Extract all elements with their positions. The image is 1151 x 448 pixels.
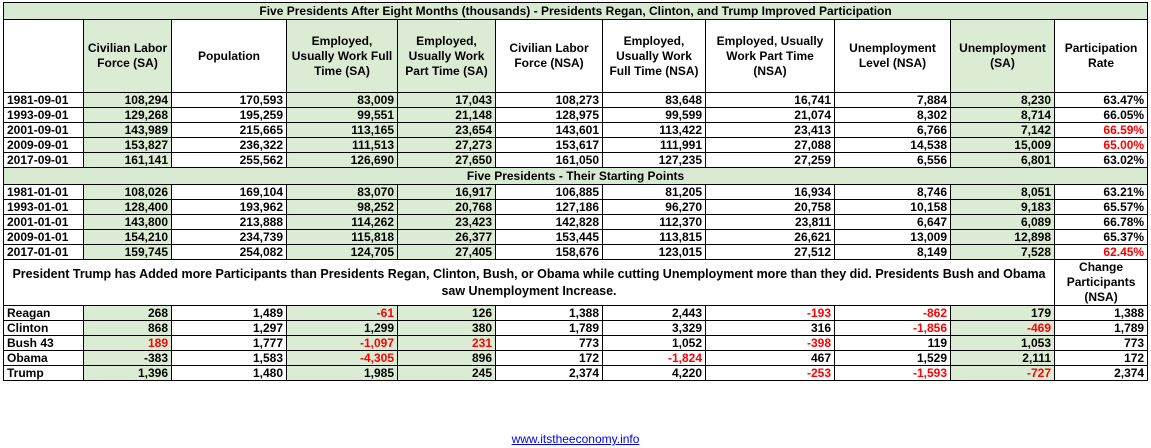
table-cell: 83,648 <box>603 93 706 108</box>
table-row <box>4 336 1148 351</box>
header-change-participants: Change Participants (NSA) <box>1055 260 1148 306</box>
table-cell: 96,270 <box>603 200 706 215</box>
table-cell: -1,824 <box>603 351 706 366</box>
table-cell: 20,768 <box>398 200 496 215</box>
presidents-table <box>3 2 1148 381</box>
table-cell: 868 <box>84 321 172 336</box>
table-cell: 108,026 <box>84 185 172 200</box>
table-cell: 126 <box>398 306 496 321</box>
table-cell: 119 <box>835 336 951 351</box>
table-row <box>4 321 1148 336</box>
table-cell: 1,052 <box>603 336 706 351</box>
table-cell: 81,205 <box>603 185 706 200</box>
table-cell: 7,528 <box>951 245 1055 260</box>
table-cell: 63.47% <box>1055 93 1148 108</box>
table-cell: 65.37% <box>1055 230 1148 245</box>
table-cell: 467 <box>706 351 835 366</box>
table-cell: -253 <box>706 366 835 381</box>
footer-link[interactable]: www.itstheeconomy.info <box>511 432 640 446</box>
table-row <box>4 366 1148 381</box>
table-cell: 63.21% <box>1055 185 1148 200</box>
header-row <box>4 20 1148 93</box>
table-cell: 236,322 <box>172 138 287 153</box>
row-label: 1993-09-01 <box>4 108 84 123</box>
table-cell: 23,413 <box>706 123 835 138</box>
table-cell: 1,388 <box>496 306 603 321</box>
table-cell: 154,210 <box>84 230 172 245</box>
table-cell: -469 <box>951 321 1055 336</box>
table-cell: 1,529 <box>835 351 951 366</box>
table-cell: 27,405 <box>398 245 496 260</box>
table-cell: 143,800 <box>84 215 172 230</box>
table-cell: 66.78% <box>1055 215 1148 230</box>
table-cell: 169,104 <box>172 185 287 200</box>
table-cell: 4,220 <box>603 366 706 381</box>
table-cell: 1,297 <box>172 321 287 336</box>
table-cell: 6,089 <box>951 215 1055 230</box>
table-cell: 83,070 <box>287 185 398 200</box>
table-row <box>4 123 1148 138</box>
header-participation-rate: Participation Rate <box>1055 20 1148 93</box>
table-cell: 6,766 <box>835 123 951 138</box>
table-cell: 161,141 <box>84 153 172 168</box>
table-cell: 21,148 <box>398 108 496 123</box>
table-cell: 153,445 <box>496 230 603 245</box>
table-cell: 213,888 <box>172 215 287 230</box>
table-row <box>4 215 1148 230</box>
table-cell: 153,617 <box>496 138 603 153</box>
table-cell: 6,556 <box>835 153 951 168</box>
table-cell: 63.02% <box>1055 153 1148 168</box>
row-label: 2017-01-01 <box>4 245 84 260</box>
table-cell: 1,053 <box>951 336 1055 351</box>
table-cell: 172 <box>1055 351 1148 366</box>
table-cell: -193 <box>706 306 835 321</box>
table-cell: 1,777 <box>172 336 287 351</box>
table-row <box>4 230 1148 245</box>
table-cell: 9,183 <box>951 200 1055 215</box>
table-cell: 17,043 <box>398 93 496 108</box>
table-cell: 179 <box>951 306 1055 321</box>
table-cell: 99,599 <box>603 108 706 123</box>
table-cell: 215,665 <box>172 123 287 138</box>
table-cell: 21,074 <box>706 108 835 123</box>
table-cell: -61 <box>287 306 398 321</box>
table-cell: 23,811 <box>706 215 835 230</box>
table-cell: 113,422 <box>603 123 706 138</box>
table-cell: 1,985 <box>287 366 398 381</box>
table-cell: 83,009 <box>287 93 398 108</box>
table-cell: 66.05% <box>1055 108 1148 123</box>
table-cell: 115,818 <box>287 230 398 245</box>
table-cell: 1,489 <box>172 306 287 321</box>
table-cell: 7,142 <box>951 123 1055 138</box>
table-cell: 127,235 <box>603 153 706 168</box>
table-cell: 3,329 <box>603 321 706 336</box>
table-cell: 255,562 <box>172 153 287 168</box>
table-cell: 66.59% <box>1055 123 1148 138</box>
row-label: Trump <box>4 366 84 381</box>
table-row <box>4 138 1148 153</box>
header-population: Population <box>172 20 287 93</box>
header-full-time-sa: Employed, Usually Work Full Time (SA) <box>287 20 398 93</box>
table-cell: 14,538 <box>835 138 951 153</box>
table-cell: 8,302 <box>835 108 951 123</box>
table-cell: 127,186 <box>496 200 603 215</box>
table-cell: 15,009 <box>951 138 1055 153</box>
table-cell: 2,374 <box>1055 366 1148 381</box>
table-cell: 773 <box>496 336 603 351</box>
table-cell: 159,745 <box>84 245 172 260</box>
table-cell: 16,741 <box>706 93 835 108</box>
table-cell: 128,400 <box>84 200 172 215</box>
table-cell: 108,294 <box>84 93 172 108</box>
table-cell: 1,583 <box>172 351 287 366</box>
table-cell: 8,230 <box>951 93 1055 108</box>
table-cell: 113,815 <box>603 230 706 245</box>
table-cell: 65.57% <box>1055 200 1148 215</box>
table-cell: 172 <box>496 351 603 366</box>
table-cell: 16,917 <box>398 185 496 200</box>
summary-note: President Trump has Added more Participants than Presidents Regan, Clinton, Bush, or Obama while cutting Unemployment more than they did. Presidents Bush and Obama saw Unemployment Increase. <box>4 260 1055 306</box>
table-cell: 12,898 <box>951 230 1055 245</box>
table-cell: 128,975 <box>496 108 603 123</box>
table-cell: 27,088 <box>706 138 835 153</box>
table-cell: -1,593 <box>835 366 951 381</box>
row-label: Obama <box>4 351 84 366</box>
header-unemployment-level-nsa: Unemployment Level (NSA) <box>835 20 951 93</box>
table-row <box>4 200 1148 215</box>
table-cell: 62.45% <box>1055 245 1148 260</box>
section-subtitle: Five Presidents - Their Starting Points <box>4 168 1148 185</box>
table-row <box>4 108 1148 123</box>
header-blank <box>4 20 84 93</box>
header-part-time-nsa: Employed, Usually Work Part Time (NSA) <box>706 20 835 93</box>
header-part-time-sa: Employed, Usually Work Part Time (SA) <box>398 20 496 93</box>
row-label: 2001-01-01 <box>4 215 84 230</box>
table-cell: 1,299 <box>287 321 398 336</box>
table-cell: 231 <box>398 336 496 351</box>
table-cell: 245 <box>398 366 496 381</box>
table-cell: 316 <box>706 321 835 336</box>
table-cell: -1,097 <box>287 336 398 351</box>
table-cell: 6,801 <box>951 153 1055 168</box>
row-label: 2017-09-01 <box>4 153 84 168</box>
table-cell: 193,962 <box>172 200 287 215</box>
row-label: Reagan <box>4 306 84 321</box>
table-cell: 143,989 <box>84 123 172 138</box>
table-cell: 254,082 <box>172 245 287 260</box>
footer <box>0 430 1151 448</box>
header-clf-nsa: Civilian Labor Force (NSA) <box>496 20 603 93</box>
table-cell: 27,512 <box>706 245 835 260</box>
table-cell: 161,050 <box>496 153 603 168</box>
table-cell: 1,789 <box>496 321 603 336</box>
row-label: Bush 43 <box>4 336 84 351</box>
table-cell: -398 <box>706 336 835 351</box>
table-cell: 195,259 <box>172 108 287 123</box>
table-cell: 23,654 <box>398 123 496 138</box>
table-cell: 1,396 <box>84 366 172 381</box>
table-cell: 234,739 <box>172 230 287 245</box>
table-cell: 8,746 <box>835 185 951 200</box>
data-table-container <box>3 2 1147 381</box>
table-cell: 27,650 <box>398 153 496 168</box>
table-cell: 189 <box>84 336 172 351</box>
table-cell: 27,273 <box>398 138 496 153</box>
table-cell: 108,273 <box>496 93 603 108</box>
table-cell: -383 <box>84 351 172 366</box>
table-cell: -727 <box>951 366 1055 381</box>
table-cell: 27,259 <box>706 153 835 168</box>
table-cell: 123,015 <box>603 245 706 260</box>
table-cell: 2,111 <box>951 351 1055 366</box>
table-cell: 126,690 <box>287 153 398 168</box>
table-cell: 26,377 <box>398 230 496 245</box>
row-label: 2001-09-01 <box>4 123 84 138</box>
table-row <box>4 93 1148 108</box>
table-cell: 1,388 <box>1055 306 1148 321</box>
table-cell: 380 <box>398 321 496 336</box>
table-cell: -1,856 <box>835 321 951 336</box>
table-title: Five Presidents After Eight Months (thousands) - Presidents Regan, Clinton, and Trump Improved Participation <box>4 3 1148 20</box>
table-cell: 26,621 <box>706 230 835 245</box>
table-cell: 20,758 <box>706 200 835 215</box>
header-unemployment-sa: Unemployment (SA) <box>951 20 1055 93</box>
table-cell: 8,149 <box>835 245 951 260</box>
table-row <box>4 185 1148 200</box>
table-row <box>4 153 1148 168</box>
header-full-time-nsa: Employed, Usually Work Full Time (NSA) <box>603 20 706 93</box>
table-row <box>4 306 1148 321</box>
table-row <box>4 351 1148 366</box>
table-cell: 111,513 <box>287 138 398 153</box>
row-label: 1981-01-01 <box>4 185 84 200</box>
table-cell: 113,165 <box>287 123 398 138</box>
table-cell: 106,885 <box>496 185 603 200</box>
row-label: 1981-09-01 <box>4 93 84 108</box>
table-cell: 158,676 <box>496 245 603 260</box>
table-cell: 129,268 <box>84 108 172 123</box>
table-cell: 13,009 <box>835 230 951 245</box>
table-cell: -862 <box>835 306 951 321</box>
table-cell: 99,551 <box>287 108 398 123</box>
table-cell: 10,158 <box>835 200 951 215</box>
table-cell: 8,714 <box>951 108 1055 123</box>
table-cell: 142,828 <box>496 215 603 230</box>
table-cell: 268 <box>84 306 172 321</box>
table-cell: 8,051 <box>951 185 1055 200</box>
table-cell: 1,480 <box>172 366 287 381</box>
row-label: Clinton <box>4 321 84 336</box>
table-cell: 98,252 <box>287 200 398 215</box>
table-cell: 112,370 <box>603 215 706 230</box>
row-label: 2009-01-01 <box>4 230 84 245</box>
table-cell: 111,991 <box>603 138 706 153</box>
table-cell: 1,789 <box>1055 321 1148 336</box>
row-label: 1993-01-01 <box>4 200 84 215</box>
table-cell: 65.00% <box>1055 138 1148 153</box>
table-cell: 170,593 <box>172 93 287 108</box>
table-cell: 23,423 <box>398 215 496 230</box>
row-label: 2009-09-01 <box>4 138 84 153</box>
table-row <box>4 245 1148 260</box>
table-cell: 773 <box>1055 336 1148 351</box>
table-cell: 2,443 <box>603 306 706 321</box>
table-cell: 143,601 <box>496 123 603 138</box>
header-clf-sa: Civilian Labor Force (SA) <box>84 20 172 93</box>
table-cell: 2,374 <box>496 366 603 381</box>
table-cell: 16,934 <box>706 185 835 200</box>
table-cell: 124,705 <box>287 245 398 260</box>
table-cell: -4,305 <box>287 351 398 366</box>
table-cell: 896 <box>398 351 496 366</box>
table-cell: 114,262 <box>287 215 398 230</box>
table-cell: 153,827 <box>84 138 172 153</box>
table-cell: 7,884 <box>835 93 951 108</box>
table-cell: 6,647 <box>835 215 951 230</box>
